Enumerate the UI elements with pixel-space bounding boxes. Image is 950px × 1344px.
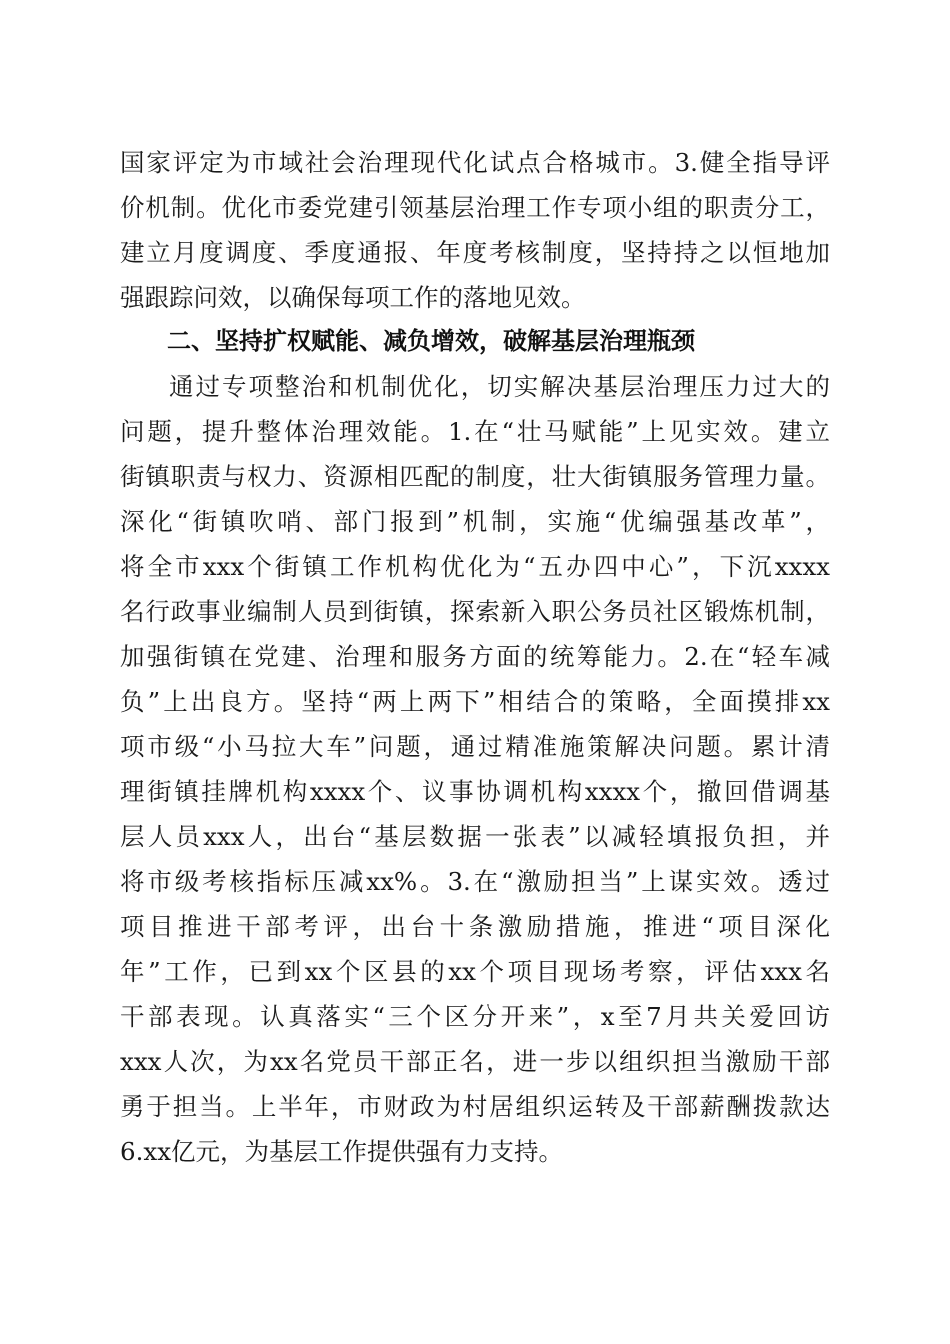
paragraph-line: 加强街镇在党建、治理和服务方面的统筹能力。2.在“轻车减 [120,642,830,671]
paragraph-line: 勇于担当。上半年，市财政为村居组织运转及干部薪酬拨款达 [120,1092,830,1121]
paragraph-line: 6.xx亿元，为基层工作提供强有力支持。 [120,1137,564,1166]
paragraph-line: 深化“街镇吹哨、部门报到”机制，实施“优编强基改革”， [120,507,830,536]
paragraph-line: 将全市xxx个街镇工作机构优化为“五办四中心”，下沉xxxx [120,552,830,581]
paragraph-line: xxx人次，为xx名党员干部正名，进一步以组织担当激励干部 [120,1047,830,1076]
paragraph-line: 干部表现。认真落实“三个区分开来”，x至7月共关爱回访 [120,1002,830,1031]
paragraph-line: 问题，提升整体治理效能。1.在“壮马赋能”上见实效。建立 [120,417,830,446]
section-heading: 二、坚持扩权赋能、减负增效，破解基层治理瓶颈 [167,327,695,355]
paragraph-line: 项目推进干部考评，出台十条激励措施，推进“项目深化 [120,912,830,941]
paragraph-line: 负”上出良方。坚持“两上两下”相结合的策略，全面摸排xx [120,687,830,716]
paragraph-line: 理街镇挂牌机构xxxx个、议事协调机构xxxx个，撤回借调基 [120,777,830,806]
paragraph-line: 街镇职责与权力、资源相匹配的制度，壮大街镇服务管理力量。 [120,462,830,491]
paragraph-line: 强跟踪问效，以确保每项工作的落地见效。 [120,283,586,312]
paragraph-line: 价机制。优化市委党建引领基层治理工作专项小组的职责分工， [120,193,830,222]
paragraph-line: 年”工作，已到xx个区县的xx个项目现场考察，评估xxx名 [120,957,830,986]
paragraph-line: 项市级“小马拉大车”问题，通过精准施策解决问题。累计清 [120,732,830,761]
paragraph-line: 通过专项整治和机制优化，切实解决基层治理压力过大的 [169,372,830,401]
paragraph-line: 国家评定为市域社会治理现代化试点合格城市。3.健全指导评 [120,148,830,177]
paragraph-line: 建立月度调度、季度通报、年度考核制度，坚持持之以恒地加 [120,238,830,267]
paragraph-line: 名行政事业编制人员到街镇，探索新入职公务员社区锻炼机制， [120,597,830,626]
paragraph-line: 将市级考核指标压减xx%。3.在“激励担当”上谋实效。透过 [120,867,830,896]
paragraph-line: 层人员xxx人，出台“基层数据一张表”以减轻填报负担，并 [120,822,830,851]
